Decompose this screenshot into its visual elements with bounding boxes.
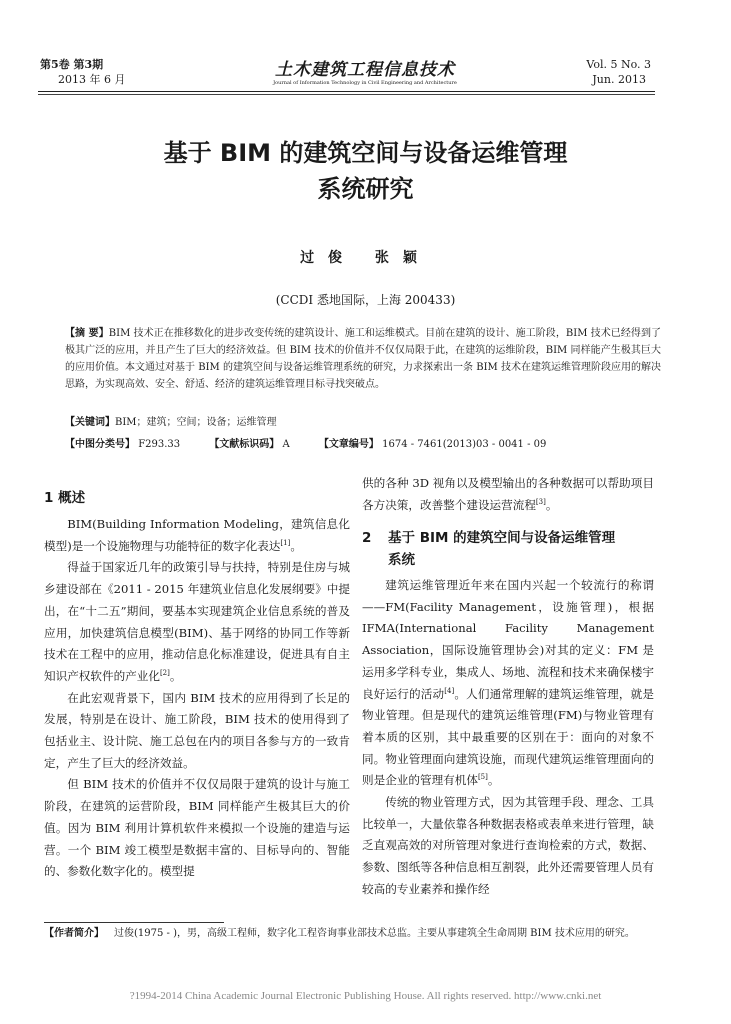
keywords-label: 【关键词】	[65, 417, 115, 428]
classification-row	[65, 436, 665, 453]
keywords-text: BIM；建筑；空间；设备；运维管理	[115, 417, 277, 428]
article-number-value: 1674 - 7461(2013)03 - 0041 - 09	[382, 439, 547, 450]
doc-code-value: A	[282, 439, 290, 450]
abstract	[65, 325, 661, 393]
paragraph-text: BIM(Building Information Modeling，建筑信息化模型)是一个设施物理与功能特征的数字化表达	[44, 517, 350, 553]
title-line-1: 基于 BIM 的建筑空间与设备运维管理	[163, 139, 568, 167]
section-2-title-line-2: 系统	[388, 552, 415, 568]
abstract-label: 【摘 要】	[65, 328, 109, 339]
clc-value: F293.33	[138, 439, 181, 450]
clc-label: 【中图分类号】	[65, 439, 135, 450]
date-cn: 2013 年 6 月	[58, 73, 126, 86]
authors: 过俊 张颖	[300, 250, 431, 266]
footnote-label: 【作者简介】	[44, 928, 104, 939]
keywords	[65, 414, 661, 431]
paragraph: 但 BIM 技术的价值并不仅仅局限于建筑的设计与施工阶段，在建筑的运营阶段，BIM 同样能产生极其巨大的价值。因为 BIM 利用计算机软件来模拟一个设施的建造与运营。一个 BIM 竣工模型是数据丰富的、目标导向的、智能的、参数化数字化的。模型提	[44, 777, 350, 879]
volume-issue-cn: 第5卷 第3期	[40, 58, 104, 71]
footnote-text: 过俊(1975 - )，男，高级工程师，数字化工程咨询事业部技术总监。主要从事建筑全生命周期 BIM 技术应用的研究。	[114, 928, 635, 939]
paragraph: 在此宏观背景下，国内 BIM 技术的应用得到了长足的发展，特别是在设计、施工阶段，BIM 技术的使用得到了包括业主、设计院、施工总包在内的项目各参与方的一致肯定，产生了巨大的经济效益。	[44, 690, 350, 770]
volume-issue-en: Vol. 5 No. 3	[586, 58, 651, 71]
header-rule	[38, 91, 655, 92]
paragraph: 传统的物业管理方式，因为其管理手段、理念、工具比较单一，大量依靠各种数据表格或表单来进行管理，缺乏直观高效的对所管理对象进行查询检索的方式，数据、参数、图纸等各种信息相互割裂，此外还需要管理人员有较高的专业素养和操作经	[362, 795, 654, 896]
journal-header	[200, 55, 530, 87]
copyright-watermark: ?1994-2014 China Academic Journal Electronic Publishing House. All rights reserved. http://www.cnki.net	[129, 990, 602, 1002]
paragraph-text: 。	[290, 538, 302, 553]
left-column	[44, 514, 350, 883]
right-column-top	[362, 473, 654, 516]
header-volume-cn	[40, 57, 125, 87]
right-column-body	[362, 575, 654, 901]
citation: [5]	[477, 773, 488, 782]
paragraph-text: 得益于国家近几年的政策引导与扶持，特别是住房与城乡建设部在《2011 - 2015 年建筑业信息化发展纲要》中提出，在“十二五”期间，要基本实现建筑企业信息系统的普及应用，加快建筑信息模型(BIM)、基于网络的协同工作等新技术在工程中的应用，推动信息化标准建设，促进具有自主知识产权软件的产业化	[44, 560, 350, 683]
header-volume-en	[586, 57, 651, 87]
citation: [4]	[444, 686, 455, 695]
section-2-heading	[362, 527, 654, 571]
citation: [1]	[280, 538, 291, 547]
paragraph-text: 。	[487, 773, 500, 788]
paragraph	[362, 473, 654, 516]
section-2-title-line-1: 基于 BIM 的建筑空间与设备运维管理	[388, 530, 616, 546]
paragraph	[362, 575, 654, 792]
article-number-label: 【文章编号】	[318, 439, 379, 450]
citation: [2]	[159, 669, 170, 678]
section-2-number: 2	[362, 530, 372, 546]
journal-title-cn: 土木建筑工程信息技术	[275, 60, 455, 80]
date-en: Jun. 2013	[592, 73, 646, 86]
paragraph-text: 供的各种 3D 视角以及模型输出的各种数据可以帮助项目各方决策，改善整个建设运营流程	[362, 476, 654, 512]
author-footnote	[44, 925, 656, 942]
footnote-rule	[44, 922, 224, 923]
abstract-text: BIM 技术正在推移数化的进步改变传统的建筑设计、施工和运维模式。目前在建筑的设计、施工阶段，BIM 技术已经得到了极其广泛的应用，并且产生了巨大的经济效益。但 BIM 技术的价值并不仅仅局限于此，在建筑的运维阶段，BIM 同样能产生极其巨大的应用价值。本文通过对基于 BIM 的建筑空间与设备运维管理系统的研究，力求探索出一条 BIM 技术在建筑运维管理阶段应用的解决思路，为实现高效、安全、舒适、经济的建筑运维管理目标寻找突破点。	[65, 328, 662, 390]
paper-title	[60, 135, 671, 207]
paragraph-text: 。人们通常理解的建筑运维管理，就是物业管理。但是现代的建筑运维管理(FM)与物业管理有着本质的区别，其中最重要的区别在于：面向的对象不同。物业管理面向建筑设施，而现代建筑运维管理面向的则是企业的管理有机体	[362, 686, 654, 788]
paragraph	[44, 557, 350, 687]
paragraph	[44, 514, 350, 557]
paragraph-text: 。	[545, 497, 558, 512]
citation: [3]	[535, 497, 546, 506]
doc-code-label: 【文献标识码】	[209, 439, 280, 450]
title-line-2: 系统研究	[317, 175, 414, 203]
affiliation: (CCDI 悉地国际，上海 200433)	[275, 293, 456, 307]
paragraph-text: 。	[169, 668, 182, 683]
journal-title-en: Journal of Information Technology in Civil Engineering and Architecture	[273, 80, 457, 86]
paragraph-text: 建筑运维管理近年来在国内兴起一个较流行的称谓——FM(Facility Management，设施管理)，根据 IFMA(International Facility Management Association，国际设施管理协会)对其的定义：FM 是运用多学科专业，集成人、场地、流程和技术来确保楼宇良好运行的活动	[362, 578, 654, 701]
section-1-heading: 1 概述	[44, 490, 86, 506]
header-rule-thin	[38, 94, 655, 95]
